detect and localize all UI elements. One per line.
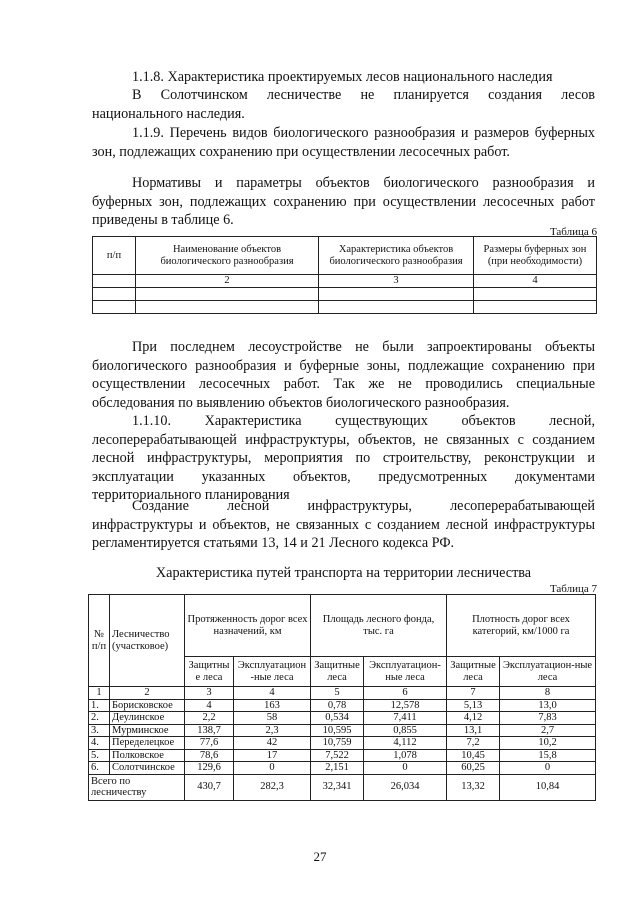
table7-colnum-row [89, 687, 596, 700]
table7-group-header: Плотность дорог всех категорий, км/1000 га [447, 595, 596, 657]
table7-cell: 7,522 [311, 749, 364, 762]
table7-cell: 7,2 [447, 737, 500, 750]
table7-cell: 5,13 [447, 699, 500, 712]
table7-cell: 129,6 [185, 762, 234, 775]
table7-cell: 17 [234, 749, 311, 762]
table7-cell: 4,12 [447, 712, 500, 725]
table7-cell: 3. [89, 724, 110, 737]
table6-header-cell: Наименование объектов биологического разнообразия [136, 237, 319, 275]
table7-cell: 0,855 [364, 724, 447, 737]
table7-colnum-cell: 8 [500, 687, 596, 700]
table7-cell: Солотчинское [110, 762, 185, 775]
table6-number-cell: 3 [319, 275, 474, 288]
table7-cell: 2. [89, 712, 110, 725]
table7-subheader-cell: Защитные леса [447, 657, 500, 687]
table7-cell: 2,3 [234, 724, 311, 737]
table6-number-cell: 2 [136, 275, 319, 288]
table7-colnum-cell: 6 [364, 687, 447, 700]
table7-cell: 10,759 [311, 737, 364, 750]
table7-row [89, 699, 596, 712]
table7 [88, 594, 596, 801]
table7-cell: 13,0 [500, 699, 596, 712]
section-1-1-9-text: Нормативы и параметры объектов биологического разнообразия и буферных зон, подлежащих сохранению при осуществлении лесосечных работ приведены в таблице 6. [92, 175, 595, 228]
table7-subheader-cell: Защитные леса [311, 657, 364, 687]
table7-total-cell: 430,7 [185, 774, 234, 800]
table7-group-header: Площадь лесного фонда, тыс. га [311, 595, 447, 657]
table6-number-row [93, 275, 597, 288]
table7-cell: 138,7 [185, 724, 234, 737]
table6-empty-row [93, 288, 597, 301]
table7-cell: 15,8 [500, 749, 596, 762]
table7-colnum-cell: 5 [311, 687, 364, 700]
table7-cell: 0 [234, 762, 311, 775]
table7-colnum-cell: 4 [234, 687, 311, 700]
table7-cell: 163 [234, 699, 311, 712]
table7-cell: 10,595 [311, 724, 364, 737]
table6-header-row [93, 237, 597, 275]
table7-col-name-header: Лесничество (участковое) [110, 595, 185, 687]
table7-cell: 13,1 [447, 724, 500, 737]
table7-cell: 7,83 [500, 712, 596, 725]
table7-cell: 0 [500, 762, 596, 775]
table7-row [89, 724, 596, 737]
section-1-1-9-heading: 1.1.9. Перечень видов биологического разнообразия и размеров буферных зон, подлежащих сохранению при осуществлении лесосечных работ. [92, 125, 595, 160]
table7-cell: 4. [89, 737, 110, 750]
table7-colnum-cell: 3 [185, 687, 234, 700]
section-1-1-8-text: В Солотчинском лесничестве не планируется создания лесов национального наследия. [92, 87, 595, 122]
table6-header-cell: Характеристика объектов биологического разнообразия [319, 237, 474, 275]
table7-cell: 78,6 [185, 749, 234, 762]
table7-subheader-cell: Эксплуатацион-ные леса [364, 657, 447, 687]
table7-cell: 0,534 [311, 712, 364, 725]
table6-header-cell: п/п [93, 237, 136, 275]
table7-cell: 2,151 [311, 762, 364, 775]
table7-total-cell: 282,3 [234, 774, 311, 800]
table7-cell: 10,45 [447, 749, 500, 762]
table7-title: Характеристика путей транспорта на территории лесничества [155, 565, 532, 581]
table7-cell: 0 [364, 762, 447, 775]
table6-caption: Таблица 6 [549, 226, 597, 238]
table7-cell: Мурминское [110, 724, 185, 737]
table7-subheader-cell: Эксплуатацион -ные леса [234, 657, 311, 687]
table7-total-row [89, 774, 596, 800]
table7-cell: 60,25 [447, 762, 500, 775]
table7-subheader-cell: Защитны е леса [185, 657, 234, 687]
table7-total-cell: 10,84 [500, 774, 596, 800]
section-1-1-8-heading: 1.1.8. Характеристика проектируемых лесов национального наследия [132, 69, 553, 85]
table7-cell: 2,2 [185, 712, 234, 725]
table7-header-row [89, 595, 596, 657]
table7-row [89, 749, 596, 762]
table6-number-cell: 4 [474, 275, 597, 288]
table7-cell: Деулинское [110, 712, 185, 725]
table6 [92, 236, 597, 314]
table6-header-cell: Размеры буферных зон (при необходимости) [474, 237, 597, 275]
table7-subheader-cell: Эксплуатацион-ные леса [500, 657, 596, 687]
table7-cell: 10,2 [500, 737, 596, 750]
table7-cell: 4,112 [364, 737, 447, 750]
table7-cell: 2,7 [500, 724, 596, 737]
table7-total-label: Всего по лесничеству [89, 774, 185, 800]
table7-cell: 12,578 [364, 699, 447, 712]
page-number: 27 [313, 849, 327, 864]
table7-cell: 0,78 [311, 699, 364, 712]
table7-cell: Переделецкое [110, 737, 185, 750]
section-1-1-10-heading: 1.1.10. Характеристика существующих объектов лесной, лесоперерабатывающей инфраструктуры, объектов, не связанных с созданием лесной инфраструктуры, мероприятия по строительству, реконструкции и эксплуатации указанных объектов, предусмотренных документами территориального планирования [92, 413, 595, 503]
table7-total-cell: 32,341 [311, 774, 364, 800]
table7-group-header: Протяженность дорог всех назначений, км [185, 595, 311, 657]
table7-caption: Таблица 7 [549, 583, 597, 595]
table7-total-cell: 13,32 [447, 774, 500, 800]
table7-total-cell: 26,034 [364, 774, 447, 800]
table7-row [89, 712, 596, 725]
table7-cell: 4 [185, 699, 234, 712]
table7-cell: 1. [89, 699, 110, 712]
table7-cell: Борисковское [110, 699, 185, 712]
table7-colnum-cell: 2 [110, 687, 185, 700]
table7-cell: 6. [89, 762, 110, 775]
paragraph-after-table6: При последнем лесоустройстве не были запроектированы объекты биологического разнообразия и буферные зоны, подлежащие сохранению при осуществлении лесосечных работ. Так же не проводились специальные обследования по выявлению объектов биологического разнообразия. [92, 339, 595, 411]
table7-cell: 42 [234, 737, 311, 750]
table7-cell: 5. [89, 749, 110, 762]
table7-colnum-cell: 7 [447, 687, 500, 700]
table7-row [89, 737, 596, 750]
table7-colnum-cell: 1 [89, 687, 110, 700]
table7-row [89, 762, 596, 775]
table7-cell: 7,411 [364, 712, 447, 725]
table7-cell: 1,078 [364, 749, 447, 762]
table6-number-cell [93, 275, 136, 288]
table6-empty-row [93, 301, 597, 314]
table7-cell: 77,6 [185, 737, 234, 750]
table7-cell: Полковское [110, 749, 185, 762]
table7-col-number-header: № п/п [89, 595, 110, 687]
section-1-1-10-text: Создание лесной инфраструктуры, лесоперерабатывающей инфраструктуры и объектов, не связанных с созданием лесной инфраструктуры регламентируется статьями 13, 14 и 21 Лесного кодекса РФ. [92, 498, 595, 551]
table7-cell: 58 [234, 712, 311, 725]
